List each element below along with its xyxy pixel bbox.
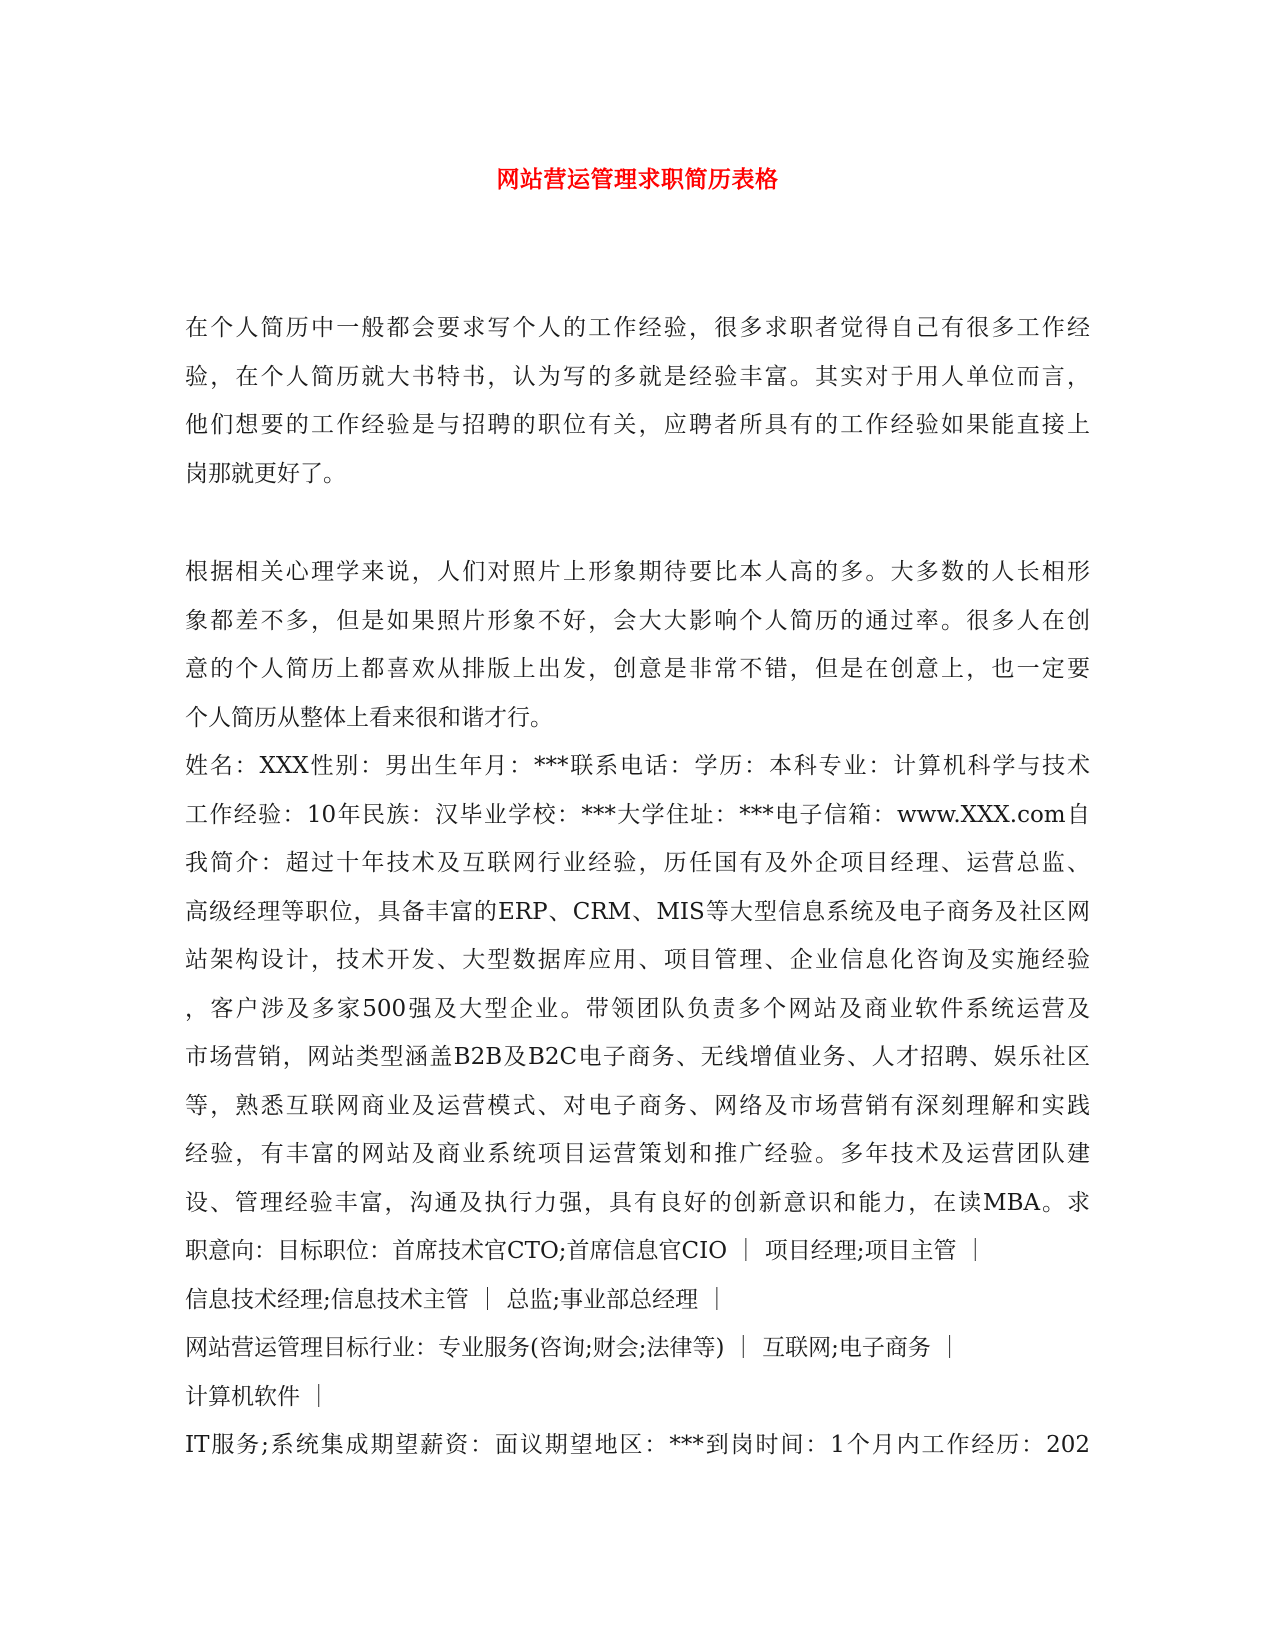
text-line: 根据相关心理学来说，人们对照片上形象期待要比本人高的多。大多数的人长相形 — [185, 559, 1090, 585]
text-line: 在个人简历中一般都会要求写个人的工作经验，很多求职者觉得自己有很多工作经 — [185, 315, 1090, 341]
text-line: 信息技术经理;信息技术主管 ｜ 总监;事业部总经理 ｜ — [185, 1286, 729, 1313]
text-line: 工作经验：10年民族：汉毕业学校：***大学住址：***电子信箱：www.XXX.com自 — [185, 801, 1090, 828]
text-line: 市场营销，网站类型涵盖B2B及B2C电子商务、无线增值业务、人才招聘、娱乐社区 — [185, 1044, 1090, 1070]
text-line: 象都差不多，但是如果照片形象不好，会大大影响个人简历的通过率。很多人在创 — [185, 607, 1090, 634]
text-line: 姓名：XXX性别：男出生年月：***联系电话：学历：本科专业：计算机科学与技术 — [185, 753, 1090, 779]
resume-paragraph — [185, 548, 1090, 1470]
text-line: 个人简历从整体上看来很和谐才行。 — [185, 704, 553, 731]
text-line: 我简介：超过十年技术及互联网行业经验，历任国有及外企项目经理、运营总监、 — [185, 850, 1090, 876]
text-line: ，客户涉及多家500强及大型企业。带领团队负责多个网站及商业软件系统运营及 — [185, 995, 1090, 1022]
text-line: 岗那就更好了。 — [185, 460, 346, 487]
text-line: IT服务;系统集成期望薪资：面议期望地区：***到岗时间：1个月内工作经历：202 — [185, 1432, 1090, 1458]
text-line: 验，在个人简历就大书特书，认为写的多就是经验丰富。其实对于用人单位而言， — [185, 363, 1090, 390]
text-line: 意的个人简历上都喜欢从排版上出发，创意是非常不错，但是在创意上，也一定要 — [185, 656, 1090, 682]
document-title: 网站营运管理求职简历表格 — [496, 166, 779, 193]
text-line: 网站营运管理目标行业：专业服务(咨询;财会;法律等) ｜ 互联网;电子商务 ｜ — [185, 1335, 962, 1361]
text-line: 职意向：目标职位：首席技术官CTO;首席信息官CIO ｜ 项目经理;项目主管 ｜ — [185, 1238, 987, 1264]
text-line: 经验，有丰富的网站及商业系统项目运营策划和推广经验。多年技术及运营团队建 — [185, 1141, 1090, 1167]
text-line: 高级经理等职位，具备丰富的ERP、CRM、MIS等大型信息系统及电子商务及社区网 — [185, 898, 1090, 925]
text-line: 设、管理经验丰富，沟通及执行力强，具有良好的创新意识和能力，在读MBA。求 — [185, 1189, 1090, 1216]
text-line: 站架构设计，技术开发、大型数据库应用、项目管理、企业信息化咨询及实施经验 — [185, 947, 1090, 973]
text-line: 等，熟悉互联网商业及运营模式、对电子商务、网络及市场营销有深刻理解和实践 — [185, 1092, 1090, 1119]
text-line: 计算机软件 ｜ — [185, 1383, 331, 1410]
intro-paragraph — [185, 304, 1090, 498]
text-line: 他们想要的工作经验是与招聘的职位有关，应聘者所具有的工作经验如果能直接上 — [185, 412, 1090, 438]
